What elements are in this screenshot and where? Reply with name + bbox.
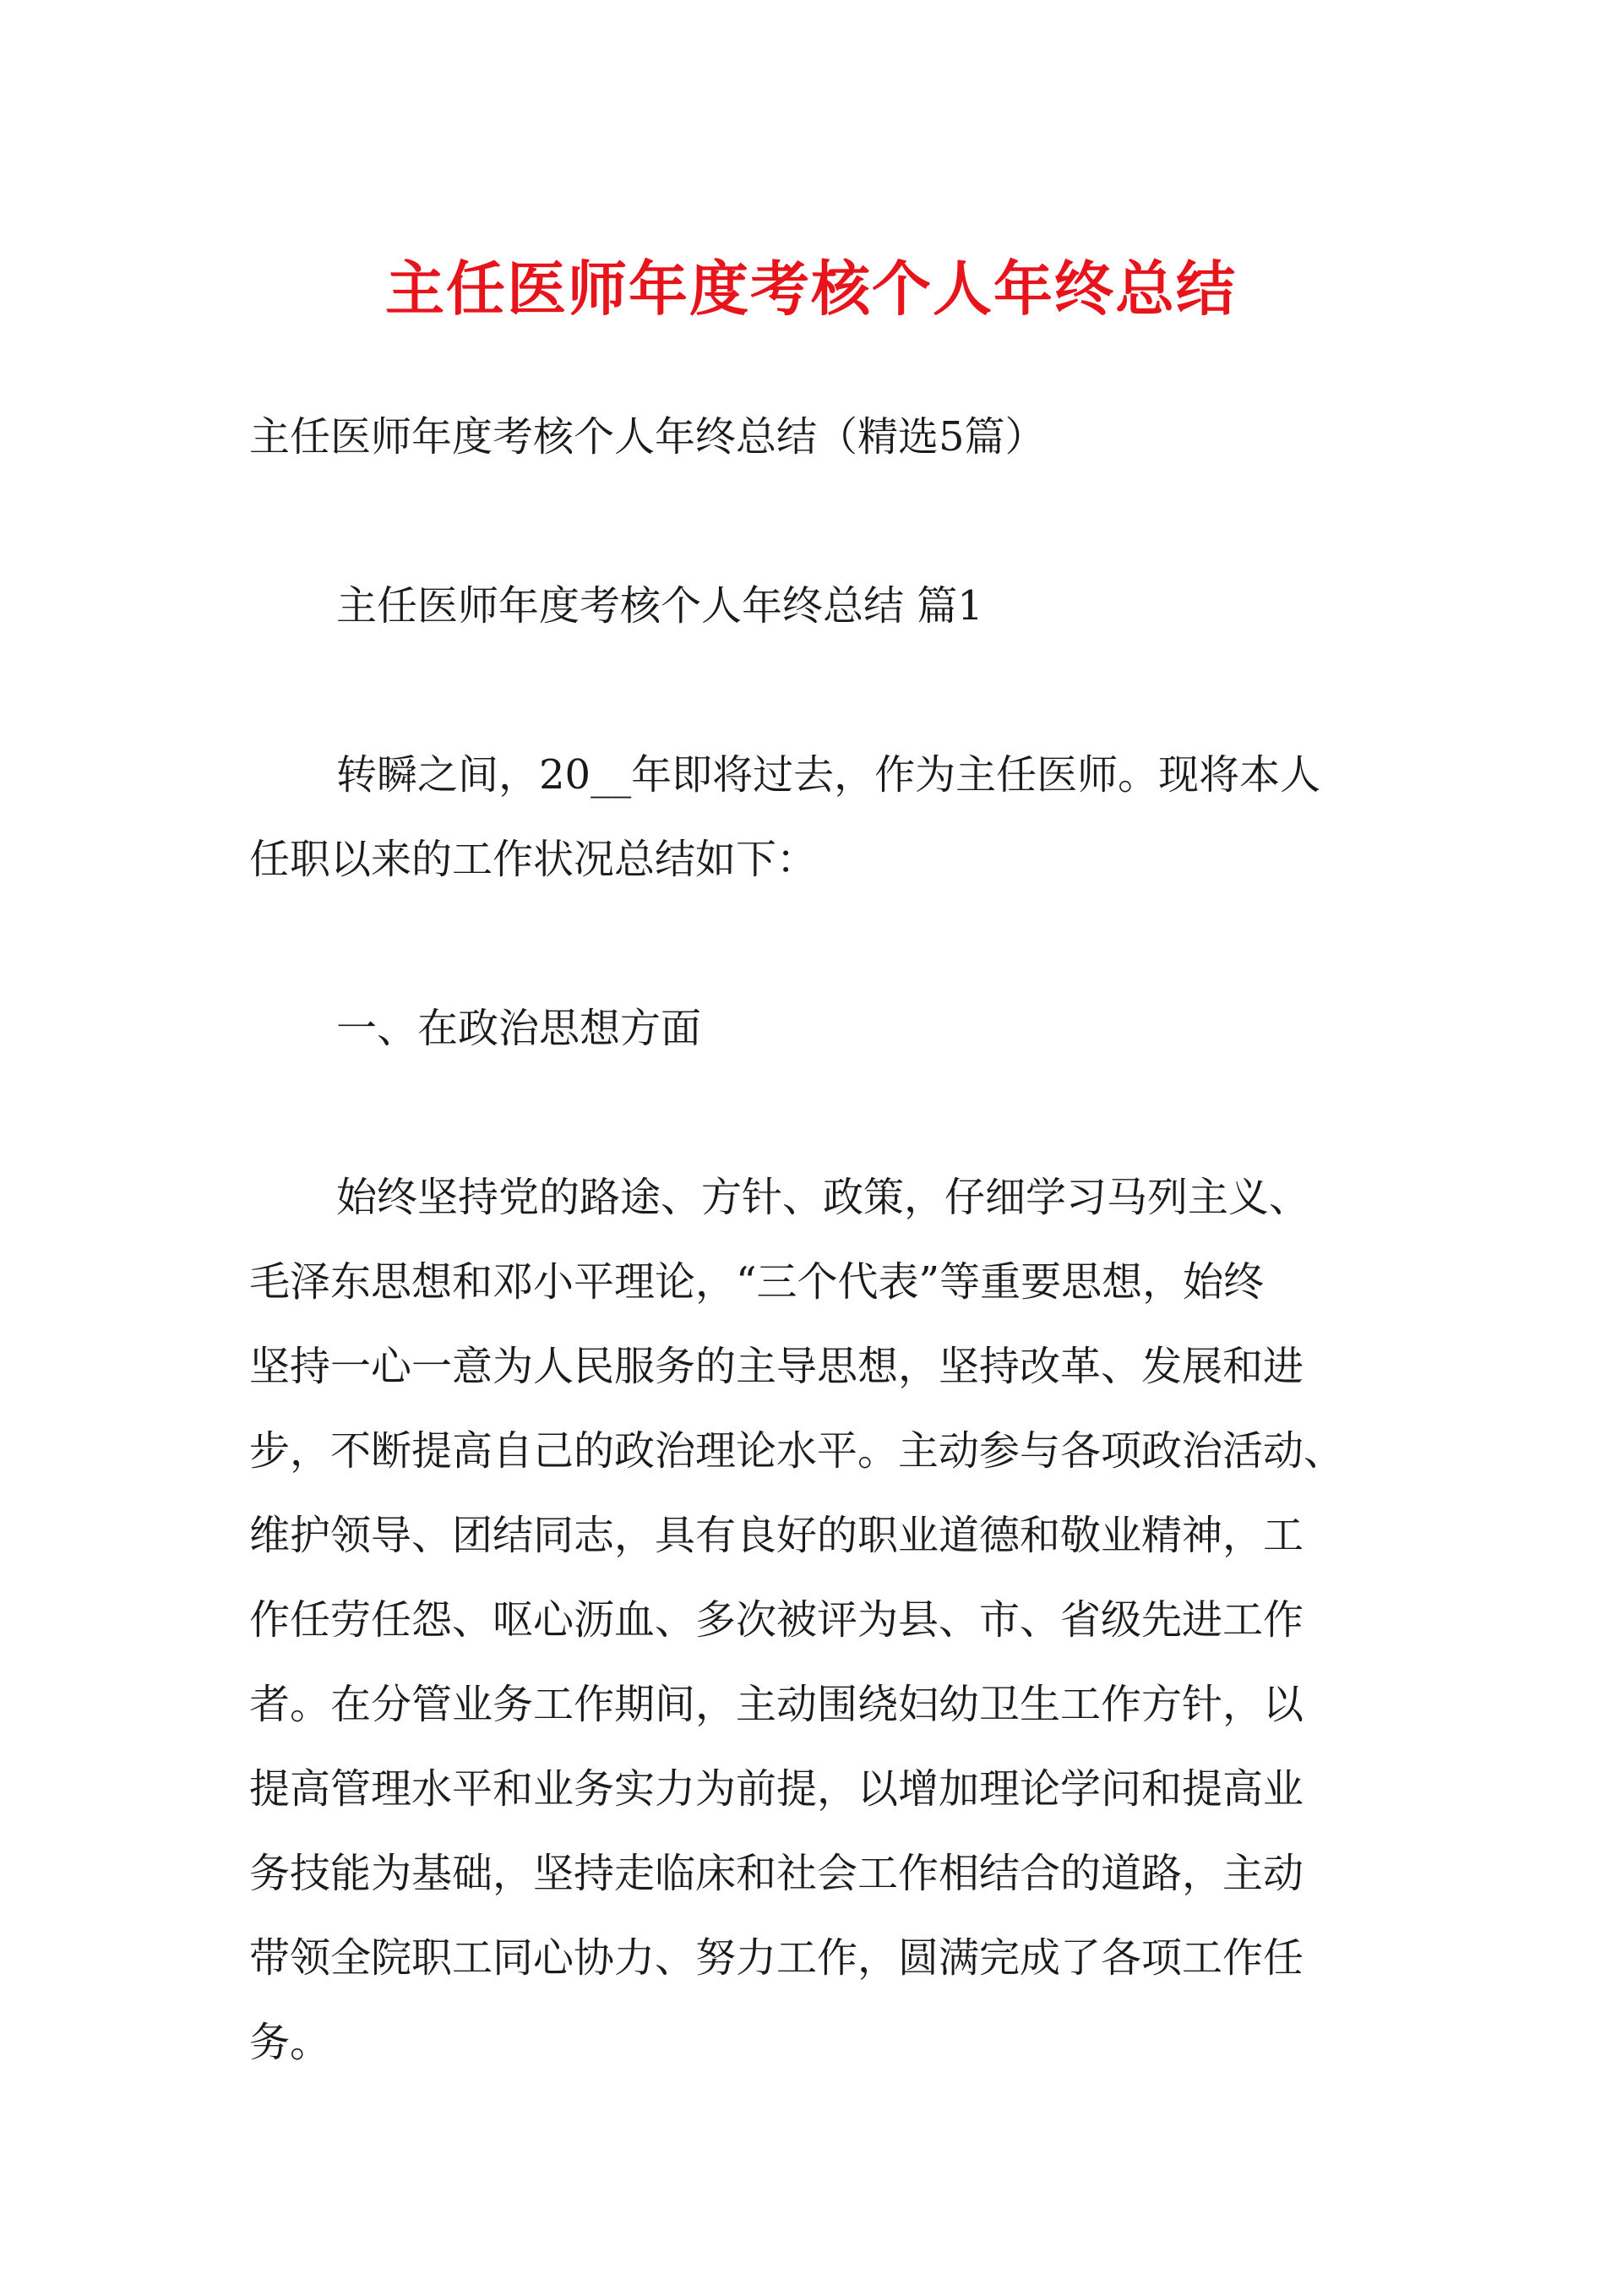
body-line: 步，不断提高自己的政治理论水平。主动参与各项政治活动、 bbox=[249, 1427, 1345, 1475]
body-line: 始终坚持党的路途、方针、政策，仔细学习马列主义、 bbox=[336, 1174, 1310, 1221]
body-line: 提高管理水平和业务实力为前提，以增加理论学问和提高业 bbox=[249, 1765, 1304, 1813]
document-subtitle: 主任医师年度考核个人年终总结（精选5篇） bbox=[249, 413, 1046, 461]
body-line: 者。在分管业务工作期间，主动围绕妇幼卫生工作方针，以 bbox=[249, 1681, 1304, 1728]
body-line: 带领全院职工同心协力、努力工作，圆满完成了各项工作任 bbox=[249, 1934, 1304, 1982]
heading-political-thought: 一、在政治思想方面 bbox=[336, 1005, 702, 1052]
intro-line: 任职以来的工作状况总结如下： bbox=[249, 836, 818, 883]
section-heading: 主任医师年度考核个人年终总结 篇1 bbox=[336, 582, 983, 630]
body-line: 毛泽东思想和邓小平理论，“三个代表”等重要思想，始终 bbox=[249, 1258, 1265, 1306]
body-line: 作任劳任怨、呕心沥血、多次被评为县、市、省级先进工作 bbox=[249, 1596, 1304, 1644]
body-line: 务。 bbox=[249, 2019, 331, 2066]
body-line: 坚持一心一意为人民服务的主导思想，坚持改革、发展和进 bbox=[249, 1343, 1304, 1390]
document-title: 主任医师年度考核个人年终总结 bbox=[385, 254, 1237, 324]
intro-line: 转瞬之间，20__年即将过去，作为主任医师。现将本人 bbox=[336, 751, 1321, 799]
body-line: 维护领导、团结同志，具有良好的职业道德和敬业精神，工 bbox=[249, 1512, 1304, 1559]
body-line: 务技能为基础，坚持走临床和社会工作相结合的道路，主动 bbox=[249, 1850, 1304, 1897]
